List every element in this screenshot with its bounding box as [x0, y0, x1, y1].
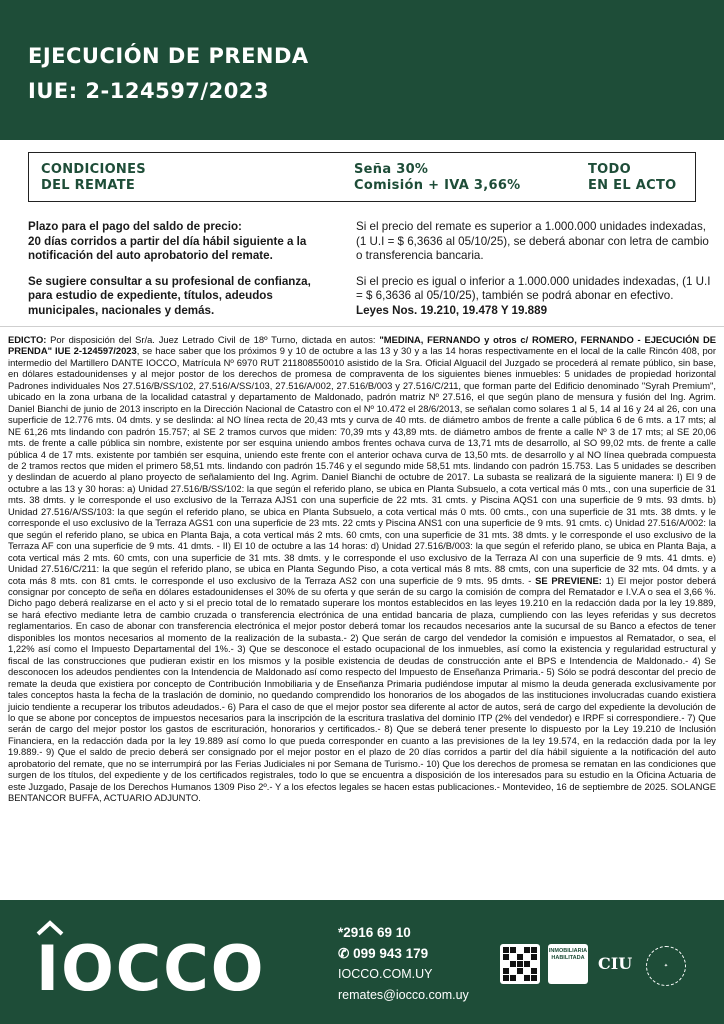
edict-text — [8, 334, 716, 804]
conditions-label-line2: DEL REMATE — [41, 178, 136, 193]
edict-case-title: "MEDINA, FERNANDO y otros c/ ROMERO, FERNANDO - EJECUCIÓN DE PRENDA" IUE 2-124597/2023 — [8, 334, 717, 357]
phone-whatsapp-text: 099 943 179 — [353, 946, 429, 961]
conditions-label-line1: CONDICIONES — [41, 162, 146, 177]
below-threshold-text: Si el precio es igual o inferior a 1.000.000 unidades indexadas, (1 U.I = $ 6,3636 al 05/10/25), también se podrá abonar en efectivo. — [356, 274, 711, 302]
payment-terms — [28, 220, 328, 329]
commission-text: Comisión + IVA 3,66% — [354, 178, 521, 193]
chamber-seal-icon: ✦ — [646, 946, 686, 986]
above-threshold-text: Si el precio del remate es superior a 1.000.000 unidades indexadas, (1 U.I = $ 6,3636 al 05/10/25), se deberá abonar con letra de cambio o transferencia bancaria. — [356, 220, 709, 262]
edict-intro: Por disposición del Sr/a. Juez Letrado Civil de 18º Turno, dictada en autos: — [46, 334, 380, 345]
website-link[interactable]: IOCCO.COM.UY — [338, 967, 433, 981]
case-id: IUE: 2-124597/2023 — [28, 79, 270, 103]
payment-term-text: 20 días corridos a partir del día hábil siguiente a la notificación del auto aprobatorio del remate. — [28, 234, 307, 262]
contact-info — [338, 922, 469, 1006]
inmobiliaria-habilitada-badge: INMOBILIARIA HABILITADA — [548, 944, 588, 984]
advice-paragraph: Se sugiere consultar a su profesional de confianza, para estudio de expediente, títulos, adeudos municipales, nacionales y demás. — [28, 274, 311, 317]
payment-term-heading: Plazo para el pago del saldo de precio: — [28, 220, 242, 233]
previene-body: 1) El mejor postor deberá consignar por concepto de seña en dólares estadounidenses el 30% de su oferta y que serán de su cargo la comisión de compra del Rematador e I.V.A o sea el 3,66 %. Dicho pago deberá realizarse en el acto y si el precio total de lo rematado superare los montos establecidos en las leyes 19.210 en la redacción dada por la ley 19.889, se hará efectivo mediante letra de cambio cruzada o transferencia electrónica de una entidad bancaria de plaza, cumpliendo con las leyes referidas y sus decretos reglamentarios. En caso de abonar con transferencia electrónica el mejor postor deberá tomar los recaudos necesarios ante la sucursal de su Banco a efectos de tener disponibles los montos necesarios al momento de la realización de la subasta.- 2) Que serán de cargo del vendedor la comisión e impuestos al Rematador, o sea, el 1,22% así como el Impuesto Departamental del 1%.- 3) Que se desconoce el estado ocupacional de los inmuebles, así como la existencia y regularidad estructural y fiscal de las construcciones que pudieran existir en los mismos y la posible existencia de deudas de construcción ante el BPS e Intendencia de Maldonado.- 4) Se desconocen los adeudos pendientes con la Intendencia de Maldonado así como respecto del Impuesto de Enseñanza Primaria.- 5) Sólo se podrá descontar del precio de remate la deuda que existiera por concepto de Contribución Inmobiliaria y de Enseñanza Primaria pudiéndose imputar al mismo la deuda generada exclusivamente por tales conceptos hasta la fecha de la traslación de dominio, no quedando comprendido los honorarios de los abogados de las instituciones involucradas cuando existiera juicio tendiente a recuperar los tributos adeudados.- 6) Para el caso de que el mejor postor sea diferente al actor de autos, será de cargo del expediente la devolución de lo que se abone por conceptos de impuestos necesarios para la inscripción de la escritura traslativa del dominio ITP (2% del vendedor) e IRPF si correspondiere.- 7) Que serán de cargo del mejor postor los gastos de escrituración, honorarios y certificados.- 8) Que se deberá tener presente lo dispuesto por la Ley 19.210 de Inclusión Financiera, en la redacción dada por la ley 19.889 así como lo que pueda corresponder en cuanto a las previsiones de la ley 19.574, en la redacción dada por la ley 19.889.- 9) Que el saldo de precio deberá ser consignado por el mejor postor en el plazo de 20 días corridos a partir del día hábil siguiente a la notificación del auto aprobatorio del remate, que no se interrumpirá por las Ferias Judiciales ni por Semana de Turismo.- 10) Que los derechos de promesa se rematan en las condiciones que surgen de los títulos, del expediente y de los certificados registrales, todo lo que se encuentra a disposición de los interesados para su estudio en la Oficina Actuaria de este Juzgado, Pasaje de los Derechos Humanos 1309 Piso 2º.- Y a los efectos legales se hacen estas publicaciones.- Montevideo, 16 de septiembre de 2025. SOLANGE BENTANCOR BUFFA, ACTUARIO ADJUNTO. — [8, 574, 716, 804]
conditions-label — [41, 162, 146, 194]
email-link[interactable]: remates@iocco.com.uy — [338, 988, 469, 1002]
qr-code-icon[interactable] — [500, 944, 540, 984]
timing-line1: TODO — [588, 162, 631, 177]
payment-methods — [356, 220, 716, 329]
whatsapp-icon: ✆ — [338, 946, 354, 961]
iocco-logo — [36, 924, 266, 1005]
header-banner — [0, 0, 724, 140]
previene-label: SE PREVIENE: — [535, 574, 602, 586]
page-title: EJECUCIÓN DE PRENDA — [28, 44, 309, 68]
deposit-text: Seña 30% — [354, 162, 429, 177]
edict-label: EDICTO: — [8, 334, 47, 345]
laws-text: Leyes Nos. 19.210, 19.478 Y 19.889 — [356, 303, 548, 317]
conditions-timing — [588, 162, 677, 194]
section-divider — [0, 326, 724, 327]
ciu-logo: CIU — [598, 954, 633, 973]
phone-landline[interactable]: *2916 69 10 — [338, 925, 411, 940]
logo-text: IOCCO — [36, 932, 266, 1005]
timing-line2: EN EL ACTO — [588, 178, 677, 193]
phone-whatsapp[interactable] — [338, 943, 469, 964]
below-threshold-paragraph — [356, 275, 716, 319]
conditions-fees — [354, 162, 521, 194]
conditions-box — [28, 152, 696, 202]
payment-term-paragraph — [28, 220, 328, 264]
edict-body: , se hace saber que los próximos 9 y 10 de octubre a las 13 y 30 y a las 14 horas respectivamente en el local de la calle Rincón 408, por intermedio del Martillero DANTE IOCCO, Matrícula Nº 6970 RUT 211808550010 asistido de la Sra. Oficial Alguacil del Juzgado se procederá al remate público, sin base, en dólares estadounidenses y al mejor postor de los derechos de promesa de compraventa de los siguientes bienes inmuebles: 5 unidades de propiedad horizontal Padrones individuales Nos 27.516/B/SS/102, 27.516/A/SS/103, 27.516/A/002, 27.516/B/003 y 27.516/C/211, que forman parte del Edificio denominado "Syrah Premium", ubicado en la zona urbana de la localidad catastral y departamento de Maldonado, padrón matriz Nº 27.516, el que según plano de mensura y fusión del Ing. Agrim. Daniel Bianchi de junio de 2013 inscripto en la Dirección Nacional de Catastro con el Nº 10.472 el 28/6/2013, se señalan como solares 1 al 5, 14 al 16 y 24 al 26, con una superficie de 12.776 mts. 04 dmts. y se deslinda: al NO línea recta de 20,43 mts y curva de 40 mts. de diámetro ambos de frente a calle pública 6 de 6 mts. a 17 mts; al NE 61,26 mts lindando con padrón 15.757; al SE 2 tramos curvos que miden: 70,39 mts y 43,89 mts. de diámetro ambos de frente a calle Nº 3 de 17 mts; al SE 20,06 mts. de frente a calle pública sin nombre, existente por ser esquina uniendo ambos frentes ochava curva de 13,71 mts de desarrollo, al SO 99,02 mts. de frente a calle pública 4 de 17 mts. existente por también ser esquina, uniendo este frente con el anterior ochava curva de 13,50 mts. de desarrollo y al NO línea quebrada compuesta de 2 tramos rectos que miden el primero 58,51 mts. lindando con padrón 15.746 y el segundo mide 58,51 mts. lindando con padrón 15.753. Las 5 unidades se describen y deslindan de acuerdo al plano proyecto de señalamiento del Ing. Agrim. Daniel Bianchi de octubre de 2017. La subasta se realizará de la siguiente manera: I) El 9 de octubre a las 13 y 30 horas: a) Unidad 27.516/B/SS/102: la que según el referido plano, se ubica en Planta Subsuelo, a cota vertical más 0 mts., con una superficie de 31 mts. 38 dmts. y le corresponde el uso exclusivo de la Terraza AJS1 con una superficie de 22 mts. 31 cmts. y Piscina AQS1 con una superficie de 9 mts. 93 dmts. b) Unidad 27.516/A/SS/103: la que según el referido plano, se ubica en Planta Subsuelo, a cota vertical más 0 mts. 00 cmts., con una superficie de 31 mts. 38 dmts. y le corresponde el uso exclusivo de la Terraza AGS1 con una superficie de 23 mts. 22 cmts y Piscina ANS1 con una superficie de 9 mts. 91 cmts. c) Unidad 27.516/A/002: la que según el referido plano, se ubica en Planta Baja, a cota vertical más 2 mts. 60 cmts, con una superficie de 31 mts. 38 dmts. y le corresponde el uso exclusivo de la Terraza AF con una superficie de 9 mts. 41 dmts. - II) El 10 de octubre a las 14 horas: d) Unidad 27.516/B/003: la que según el referido plano, se ubica en Planta Baja, a cota vertical más 2 mts. 60 cmts, con una superficie de 31 mts. 38 dmts. y le corresponde el uso exclusivo de la Terraza AI con una superficie de 9 mts. 41 dmts. e) Unidad 27.516/C/211: la que según el referido plano, se ubica en Planta Segundo Piso, a cota vertical más 8 mts. 88 cmts, con una superficie de 32 mts. 04 dmts. y a cota más 8 mts. con 81 cmts. le corresponde el uso exclusivo de la Terraza AS2 con una superficie de 9 mts. 95 dmts. - — [8, 345, 717, 586]
